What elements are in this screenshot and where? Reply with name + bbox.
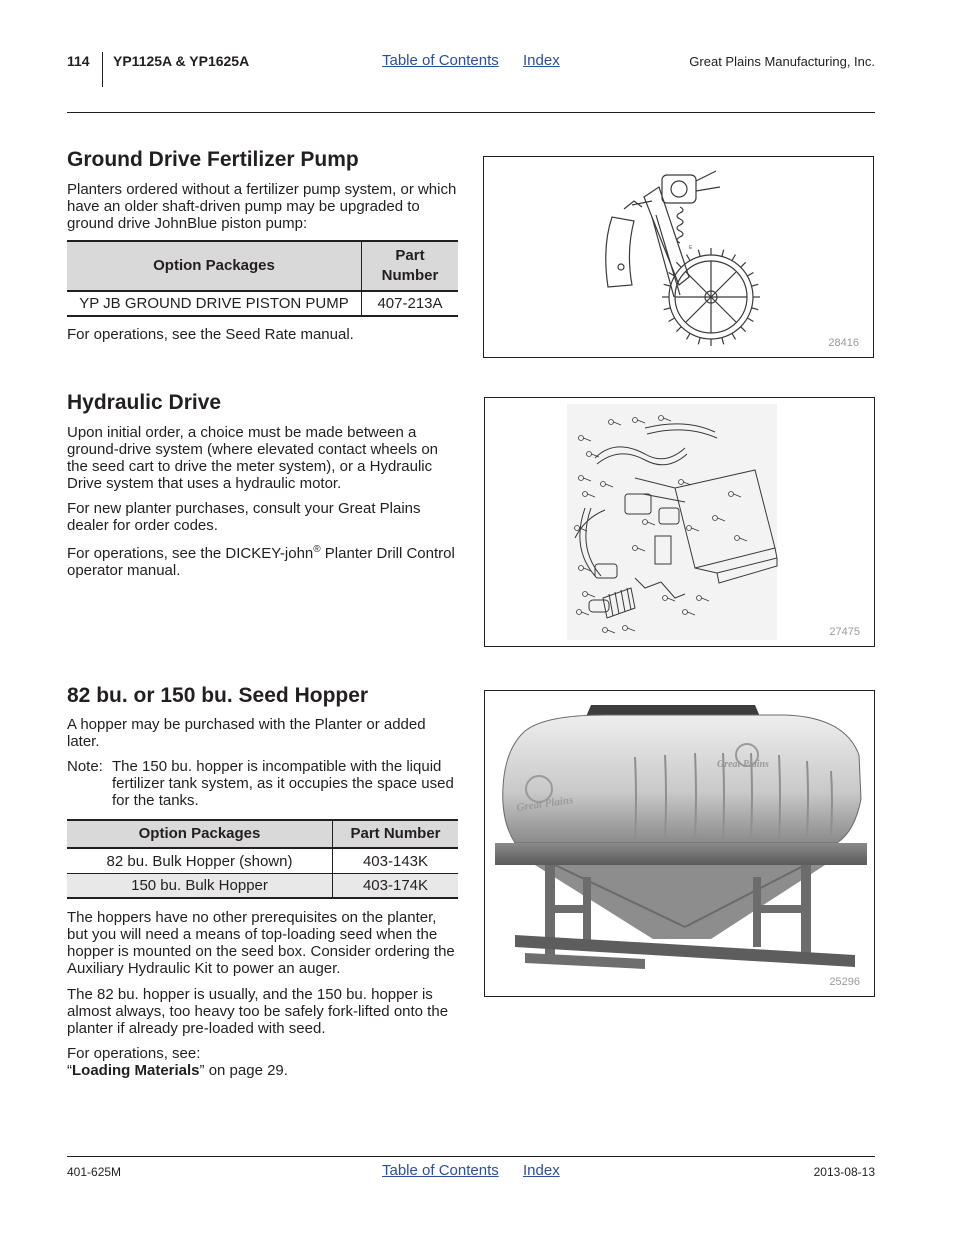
hydraulic-paragraph-3: [67, 541, 459, 579]
fertilizer-operations-note: For operations, see the Seed Rate manual.: [67, 326, 354, 343]
option-package-cell: 82 bu. Bulk Hopper (shown): [67, 848, 333, 874]
hydraulic-ops-text-end: Planter Drill Control operator manual.: [67, 545, 455, 579]
figure-number: 27475: [829, 626, 860, 638]
hopper-paragraph-2: The hoppers have no other prerequisites on the planter, but you will need a means of top-loading seed when the hopper is mounted on the seed box. Consider ordering the Auxiliary Hydraulic Kit to power an auger.: [67, 909, 455, 977]
figure-fertilizer-pump: [483, 156, 874, 358]
footer-rule: [67, 1156, 875, 1157]
quote-open: “: [67, 1062, 72, 1079]
hydraulic-paragraph-1: Upon initial order, a choice must be made between a ground-drive system (where elevated contact wheels on the seed cart to drive the meter system), or a Hydraulic Drive system that uses a hydraulic motor.: [67, 424, 439, 492]
pump-drawing: [484, 157, 873, 357]
header-index-link[interactable]: Index: [523, 52, 560, 69]
footer-index-link[interactable]: Index: [523, 1162, 560, 1179]
table-row: [67, 848, 458, 874]
registered-mark: ®: [313, 544, 321, 555]
option-package-cell: 150 bu. Bulk Hopper: [67, 874, 333, 899]
model-title: YP1125A & YP1625A: [113, 53, 250, 69]
table-header-part-number: Part Number: [333, 820, 459, 848]
section-title-hydraulic-drive: Hydraulic Drive: [67, 391, 222, 414]
part-number-cell: 407-213A: [362, 291, 459, 316]
brand-lettering-right: Great Plains: [717, 759, 769, 770]
figure-number: 28416: [828, 337, 859, 349]
loading-materials-link[interactable]: Loading Materials: [72, 1062, 200, 1079]
hydraulic-diagram: [485, 398, 874, 646]
brand-lettering-left: Great Plains: [515, 794, 575, 814]
hopper-illustration: [485, 691, 874, 996]
figure-hydraulic-drive: [484, 397, 875, 647]
svg-text:E: E: [689, 245, 693, 251]
document-number: 401-625M: [67, 1165, 122, 1179]
table-row: [67, 291, 458, 316]
hopper-paragraph-3: The 82 bu. hopper is usually, and the 150 bu. hopper is almost always, too heavy too be safely fork-lifted onto the planter if already pre-loaded with seed.: [67, 986, 449, 1037]
hopper-paragraph-4: For operations, see:: [67, 1045, 201, 1062]
note-label: Note:: [67, 758, 103, 775]
figure-number: 25296: [829, 976, 860, 988]
section-title-seed-hopper: 82 bu. or 150 bu. Seed Hopper: [67, 684, 369, 707]
figure-seed-hopper: [484, 690, 875, 997]
hydraulic-ops-text: For operations, see the DICKEY-john: [67, 545, 314, 562]
fertilizer-options-table: [67, 240, 458, 317]
table-header-number: Number: [381, 267, 439, 284]
table-header-part: Part: [395, 247, 425, 264]
hopper-paragraph-1: A hopper may be purchased with the Planter or added later.: [67, 716, 426, 750]
header-divider: [102, 52, 103, 87]
section-title-fertilizer-pump: Ground Drive Fertilizer Pump: [67, 148, 359, 171]
page-number: 114: [67, 53, 90, 69]
fertilizer-intro: Planters ordered without a fertilizer pump system, or which have an older shaft-driven pump may be upgraded to ground drive JohnBlue piston pump:: [67, 181, 457, 232]
document-date: 2013-08-13: [813, 1165, 875, 1179]
table-header-option-packages: Option Packages: [67, 820, 333, 848]
reference-page: ” on page 29.: [199, 1062, 288, 1079]
table-header-part-number: [362, 241, 459, 291]
header-toc-link[interactable]: Table of Contents: [382, 52, 499, 69]
hydraulic-paragraph-2: For new planter purchases, consult your Great Plains dealer for order codes.: [67, 500, 421, 534]
part-number-cell: 403-143K: [333, 848, 459, 874]
footer-toc-link[interactable]: Table of Contents: [382, 1162, 499, 1179]
loading-materials-reference: [67, 1062, 459, 1079]
header-rule: [67, 112, 875, 113]
table-row: [67, 874, 458, 899]
part-number-cell: 403-174K: [333, 874, 459, 899]
note-text: The 150 bu. hopper is incompatible with the liquid fertilizer tank system, as it occupies the space used for the tanks.: [112, 758, 454, 809]
hopper-options-table: [67, 819, 458, 899]
option-package-cell: YP JB GROUND DRIVE PISTON PUMP: [67, 291, 362, 316]
company-name: Great Plains Manufacturing, Inc.: [689, 54, 875, 69]
table-header-option-packages: Option Packages: [67, 241, 362, 291]
